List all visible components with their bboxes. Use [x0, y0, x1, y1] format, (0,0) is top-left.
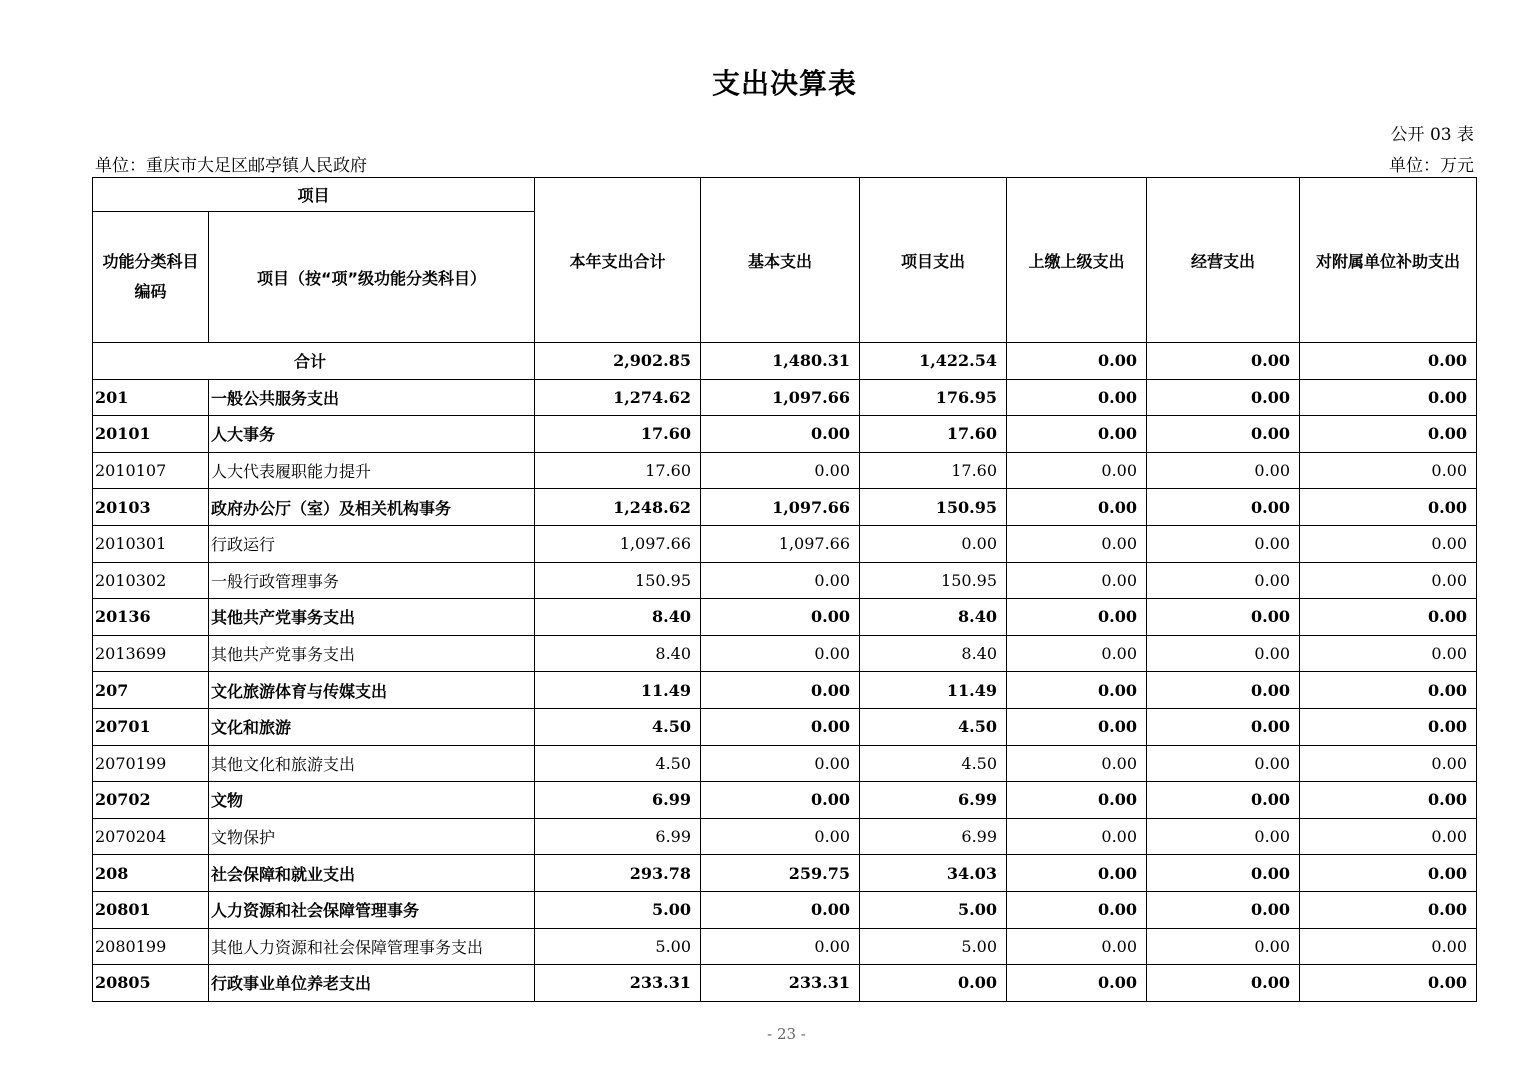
cell-basic: 0.00 [701, 562, 860, 599]
cell-subsidy: 0.00 [1300, 928, 1477, 965]
table-row [93, 562, 1477, 599]
cell-project: 5.00 [860, 891, 1007, 928]
table-row [93, 745, 1477, 782]
cell-operating: 0.00 [1147, 416, 1300, 453]
header-name: 项目（按“项”级功能分类科目） [209, 212, 535, 343]
cell-operating: 0.00 [1147, 708, 1300, 745]
cell-project: 6.99 [860, 782, 1007, 819]
header-project-expense: 项目支出 [860, 178, 1007, 343]
cell-subsidy: 0.00 [1300, 489, 1477, 526]
cell-name: 文化旅游体育与传媒支出 [209, 672, 535, 709]
cell-total: 4.50 [535, 708, 701, 745]
table-body [93, 343, 1477, 1002]
cell-subsidy: 0.00 [1300, 635, 1477, 672]
cell-upper: 0.00 [1007, 489, 1147, 526]
cell-upper: 0.00 [1007, 452, 1147, 489]
cell-project: 5.00 [860, 928, 1007, 965]
cell-name: 文物 [209, 782, 535, 819]
total-label: 合计 [93, 343, 535, 380]
expenditure-table [92, 177, 1477, 1002]
total-cell-project: 1,422.54 [860, 343, 1007, 380]
cell-upper: 0.00 [1007, 818, 1147, 855]
table-row [93, 416, 1477, 453]
cell-code: 208 [93, 855, 209, 892]
cell-name: 一般公共服务支出 [209, 379, 535, 416]
cell-upper: 0.00 [1007, 672, 1147, 709]
table-row [93, 928, 1477, 965]
table-row [93, 708, 1477, 745]
cell-code: 207 [93, 672, 209, 709]
cell-upper: 0.00 [1007, 599, 1147, 636]
cell-code: 20801 [93, 891, 209, 928]
total-cell-upper: 0.00 [1007, 343, 1147, 380]
cell-basic: 0.00 [701, 635, 860, 672]
cell-operating: 0.00 [1147, 489, 1300, 526]
cell-operating: 0.00 [1147, 965, 1300, 1002]
cell-code: 2013699 [93, 635, 209, 672]
header-total: 本年支出合计 [535, 178, 701, 343]
cell-upper: 0.00 [1007, 416, 1147, 453]
total-cell-basic: 1,480.31 [701, 343, 860, 380]
cell-subsidy: 0.00 [1300, 672, 1477, 709]
table-row [93, 379, 1477, 416]
cell-basic: 0.00 [701, 599, 860, 636]
cell-upper: 0.00 [1007, 708, 1147, 745]
cell-name: 文化和旅游 [209, 708, 535, 745]
cell-total: 8.40 [535, 635, 701, 672]
cell-code: 20103 [93, 489, 209, 526]
cell-subsidy: 0.00 [1300, 965, 1477, 1002]
cell-project: 34.03 [860, 855, 1007, 892]
cell-project: 0.00 [860, 525, 1007, 562]
cell-total: 5.00 [535, 891, 701, 928]
cell-basic: 1,097.66 [701, 489, 860, 526]
cell-total: 150.95 [535, 562, 701, 599]
cell-name: 人大事务 [209, 416, 535, 453]
cell-upper: 0.00 [1007, 782, 1147, 819]
header-code: 功能分类科目编码 [93, 212, 209, 343]
cell-basic: 0.00 [701, 891, 860, 928]
cell-project: 150.95 [860, 489, 1007, 526]
cell-code: 201 [93, 379, 209, 416]
cell-subsidy: 0.00 [1300, 525, 1477, 562]
table-row [93, 782, 1477, 819]
cell-operating: 0.00 [1147, 855, 1300, 892]
cell-subsidy: 0.00 [1300, 855, 1477, 892]
cell-subsidy: 0.00 [1300, 782, 1477, 819]
cell-basic: 0.00 [701, 708, 860, 745]
cell-project: 17.60 [860, 452, 1007, 489]
table-row [93, 965, 1477, 1002]
cell-project: 4.50 [860, 745, 1007, 782]
table-row [93, 891, 1477, 928]
cell-total: 1,248.62 [535, 489, 701, 526]
cell-upper: 0.00 [1007, 562, 1147, 599]
cell-operating: 0.00 [1147, 891, 1300, 928]
total-cell-subsidy: 0.00 [1300, 343, 1477, 380]
cell-code: 2070204 [93, 818, 209, 855]
unit-organization: 单位：重庆市大足区邮亭镇人民政府 [95, 156, 367, 176]
cell-basic: 233.31 [701, 965, 860, 1002]
total-row [93, 343, 1477, 380]
cell-project: 11.49 [860, 672, 1007, 709]
cell-upper: 0.00 [1007, 855, 1147, 892]
cell-total: 4.50 [535, 745, 701, 782]
cell-basic: 1,097.66 [701, 379, 860, 416]
cell-subsidy: 0.00 [1300, 379, 1477, 416]
form-number: 公开 03 表 [1390, 125, 1474, 145]
cell-subsidy: 0.00 [1300, 891, 1477, 928]
total-cell-operating: 0.00 [1147, 343, 1300, 380]
cell-basic: 0.00 [701, 782, 860, 819]
cell-name: 人力资源和社会保障管理事务 [209, 891, 535, 928]
cell-basic: 0.00 [701, 745, 860, 782]
cell-project: 8.40 [860, 599, 1007, 636]
cell-total: 8.40 [535, 599, 701, 636]
header-upper: 上缴上级支出 [1007, 178, 1147, 343]
cell-name: 行政运行 [209, 525, 535, 562]
cell-code: 2070199 [93, 745, 209, 782]
cell-basic: 0.00 [701, 928, 860, 965]
cell-operating: 0.00 [1147, 672, 1300, 709]
cell-upper: 0.00 [1007, 745, 1147, 782]
cell-subsidy: 0.00 [1300, 416, 1477, 453]
header-subsidy: 对附属单位补助支出 [1300, 178, 1477, 343]
cell-project: 17.60 [860, 416, 1007, 453]
cell-name: 文物保护 [209, 818, 535, 855]
cell-subsidy: 0.00 [1300, 452, 1477, 489]
cell-project: 4.50 [860, 708, 1007, 745]
cell-upper: 0.00 [1007, 891, 1147, 928]
cell-project: 176.95 [860, 379, 1007, 416]
cell-name: 一般行政管理事务 [209, 562, 535, 599]
cell-total: 1,274.62 [535, 379, 701, 416]
cell-total: 11.49 [535, 672, 701, 709]
table-row [93, 525, 1477, 562]
cell-operating: 0.00 [1147, 745, 1300, 782]
cell-upper: 0.00 [1007, 379, 1147, 416]
table-row [93, 489, 1477, 526]
cell-operating: 0.00 [1147, 379, 1300, 416]
table-row [93, 855, 1477, 892]
cell-project: 6.99 [860, 818, 1007, 855]
cell-code: 2010302 [93, 562, 209, 599]
cell-upper: 0.00 [1007, 965, 1147, 1002]
cell-project: 0.00 [860, 965, 1007, 1002]
page-number: - 23 - [767, 1025, 806, 1043]
cell-operating: 0.00 [1147, 525, 1300, 562]
cell-code: 20101 [93, 416, 209, 453]
cell-upper: 0.00 [1007, 928, 1147, 965]
cell-total: 17.60 [535, 452, 701, 489]
cell-code: 20702 [93, 782, 209, 819]
unit-currency: 单位：万元 [1389, 156, 1474, 176]
cell-total: 5.00 [535, 928, 701, 965]
cell-project: 8.40 [860, 635, 1007, 672]
cell-name: 其他人力资源和社会保障管理事务支出 [209, 928, 535, 965]
cell-code: 20701 [93, 708, 209, 745]
cell-operating: 0.00 [1147, 818, 1300, 855]
cell-subsidy: 0.00 [1300, 745, 1477, 782]
cell-total: 6.99 [535, 782, 701, 819]
cell-operating: 0.00 [1147, 599, 1300, 636]
total-cell-total: 2,902.85 [535, 343, 701, 380]
cell-name: 人大代表履职能力提升 [209, 452, 535, 489]
cell-total: 6.99 [535, 818, 701, 855]
cell-name: 社会保障和就业支出 [209, 855, 535, 892]
cell-name: 其他文化和旅游支出 [209, 745, 535, 782]
table-row [93, 599, 1477, 636]
cell-code: 2010107 [93, 452, 209, 489]
cell-upper: 0.00 [1007, 635, 1147, 672]
cell-code: 2010301 [93, 525, 209, 562]
cell-basic: 0.00 [701, 672, 860, 709]
cell-operating: 0.00 [1147, 452, 1300, 489]
cell-basic: 1,097.66 [701, 525, 860, 562]
table-row [93, 635, 1477, 672]
cell-name: 其他共产党事务支出 [209, 599, 535, 636]
cell-name: 行政事业单位养老支出 [209, 965, 535, 1002]
cell-code: 20136 [93, 599, 209, 636]
cell-basic: 0.00 [701, 416, 860, 453]
table-row [93, 818, 1477, 855]
cell-total: 1,097.66 [535, 525, 701, 562]
cell-upper: 0.00 [1007, 525, 1147, 562]
header-operating: 经营支出 [1147, 178, 1300, 343]
cell-project: 150.95 [860, 562, 1007, 599]
table-row [93, 672, 1477, 709]
cell-basic: 0.00 [701, 818, 860, 855]
table-row [93, 452, 1477, 489]
cell-total: 293.78 [535, 855, 701, 892]
header-basic: 基本支出 [701, 178, 860, 343]
cell-total: 17.60 [535, 416, 701, 453]
cell-basic: 259.75 [701, 855, 860, 892]
cell-code: 20805 [93, 965, 209, 1002]
cell-subsidy: 0.00 [1300, 708, 1477, 745]
cell-subsidy: 0.00 [1300, 818, 1477, 855]
cell-name: 其他共产党事务支出 [209, 635, 535, 672]
cell-operating: 0.00 [1147, 562, 1300, 599]
cell-operating: 0.00 [1147, 635, 1300, 672]
header-project: 项目 [93, 178, 535, 212]
cell-operating: 0.00 [1147, 782, 1300, 819]
page-title: 支出决算表 [711, 67, 857, 100]
cell-basic: 0.00 [701, 452, 860, 489]
cell-total: 233.31 [535, 965, 701, 1002]
cell-code: 2080199 [93, 928, 209, 965]
cell-name: 政府办公厅（室）及相关机构事务 [209, 489, 535, 526]
cell-operating: 0.00 [1147, 928, 1300, 965]
cell-subsidy: 0.00 [1300, 599, 1477, 636]
cell-subsidy: 0.00 [1300, 562, 1477, 599]
